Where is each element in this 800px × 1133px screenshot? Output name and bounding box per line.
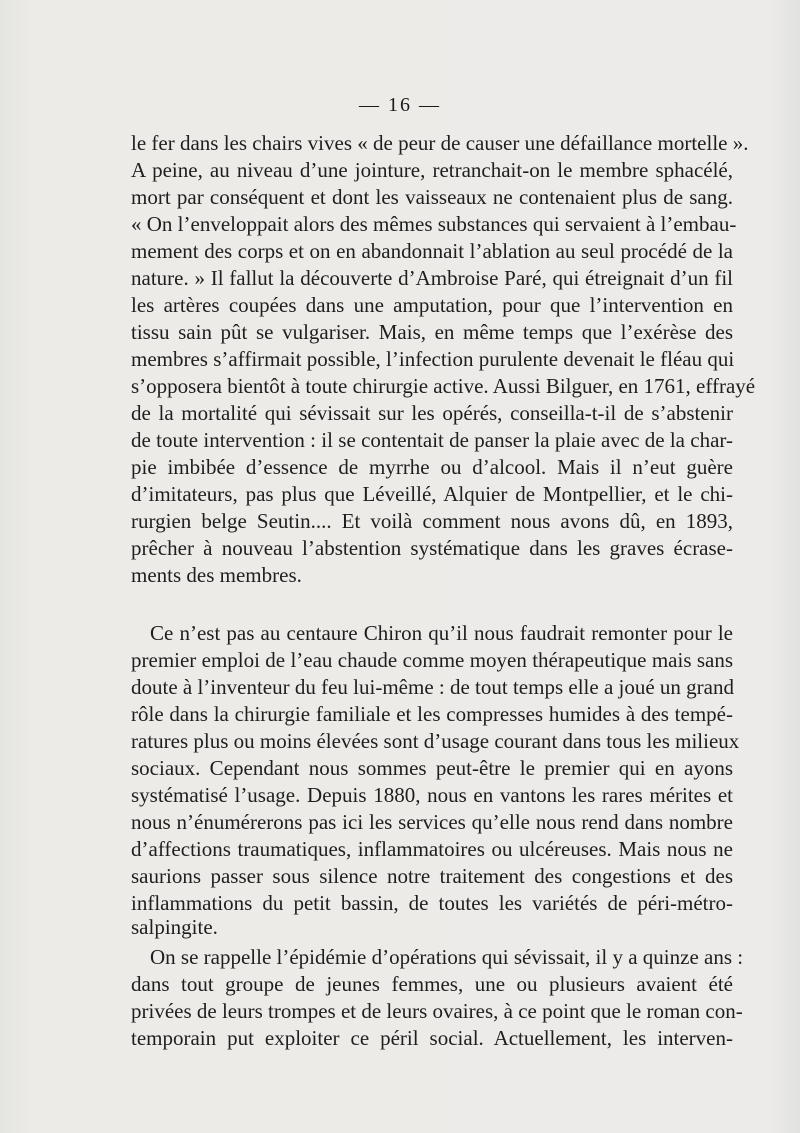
text-line: ratures plus ou moins élevées sont d’usage courant dans tous les milieux <box>131 729 740 753</box>
text-line: membres s’affirmait possible, l’infection purulente devenait le fléau qui <box>131 347 735 371</box>
text-line: premier emploi de l’eau chaude comme moyen thérapeutique mais sans <box>131 648 733 672</box>
text-line: prêcher à nouveau l’abstention systématique dans les graves écrase- <box>131 536 733 560</box>
text-line: saurions passer sous silence notre traitement des congestions et des <box>131 864 733 888</box>
text-line: nous n’énumérerons pas ici les services qu’elle nous rend dans nombre <box>131 810 733 834</box>
text-line: privées de leurs trompes et de leurs ovaires, à ce point que le roman con- <box>131 999 743 1023</box>
text-line: nature. » Il fallut la découverte d’Ambroise Paré, qui étreignait d’un fil <box>131 266 733 290</box>
text-line: inflammations du petit bassin, de toutes les variétés de péri-métro- <box>131 891 733 915</box>
text-line: mort par conséquent et dont les vaisseaux ne contenaient plus de sang. <box>131 185 733 209</box>
text-line: d’imitateurs, pas plus que Léveillé, Alquier de Montpellier, et le chi- <box>131 482 733 506</box>
text-line: rurgien belge Seutin.... Et voilà comment nous avons dû, en 1893, <box>131 509 733 533</box>
text-line: tissu sain pût se vulgariser. Mais, en même temps que l’exérèse des <box>131 320 733 344</box>
text-line: dans tout groupe de jeunes femmes, une ou plusieurs avaient été <box>131 972 733 996</box>
text-line: temporain put exploiter ce péril social. Actuellement, les interven- <box>131 1026 733 1050</box>
page-number: — 16 — <box>359 94 441 116</box>
text-line: mement des corps et on en abandonnait l’ablation au seul procédé de la <box>131 239 733 263</box>
text-line: systématisé l’usage. Depuis 1880, nous en vantons les rares mérites et <box>131 783 733 807</box>
text-line: sociaux. Cependant nous sommes peut-être le premier qui en ayons <box>131 756 733 780</box>
text-line: pie imbibée d’essence de myrrhe ou d’alcool. Mais il n’eut guère <box>131 455 733 479</box>
text-line: rôle dans la chirurgie familiale et les compresses humides à des tempé- <box>131 702 733 726</box>
text-line: On se rappelle l’épidémie d’opérations qui sévissait, il y a quinze ans : <box>150 945 744 969</box>
text-line: le fer dans les chairs vives « de peur de causer une défaillance mortelle ». <box>131 131 749 155</box>
text-line: Ce n’est pas au centaure Chiron qu’il nous faudrait remonter pour le <box>150 621 733 645</box>
text-line: ments des membres. <box>131 563 302 587</box>
text-line: s’opposera bientôt à toute chirurgie active. Aussi Bilguer, en 1761, effrayé <box>131 374 756 398</box>
text-line: « On l’enveloppait alors des mêmes substances qui servaient à l’embau- <box>131 212 737 236</box>
text-line: doute à l’inventeur du feu lui-même : de tout temps elle a joué un grand <box>131 675 734 699</box>
text-line: A peine, au niveau d’une jointure, retranchait-on le membre sphacélé, <box>131 158 733 182</box>
text-line: d’affections traumatiques, inflammatoires ou ulcéreuses. Mais nous ne <box>131 837 733 861</box>
text-line: de la mortalité qui sévissait sur les opérés, conseilla-t-il de s’abstenir <box>131 401 733 425</box>
text-line: salpingite. <box>131 915 218 939</box>
text-line: de toute intervention : il se contentait de panser la plaie avec de la char- <box>131 428 733 452</box>
text-line: les artères coupées dans une amputation, pour que l’intervention en <box>131 293 733 317</box>
